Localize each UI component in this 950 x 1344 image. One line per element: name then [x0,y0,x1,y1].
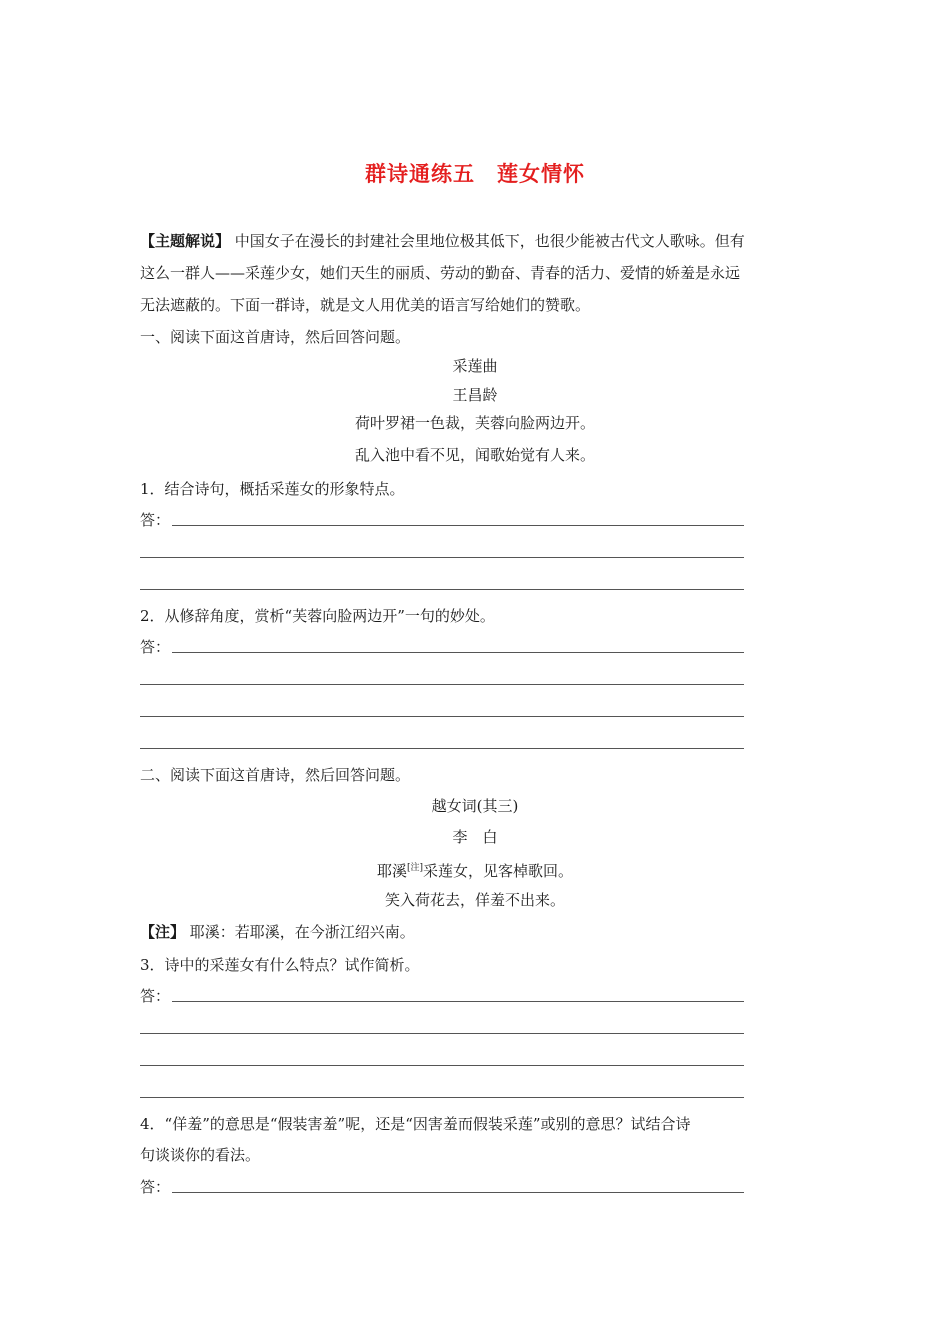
answer-3-line-2[interactable] [140,1033,744,1034]
answer-2-line-4[interactable] [140,748,744,749]
footnote-label: 【注】 [140,923,186,941]
answer-4-line-1[interactable] [172,1192,744,1193]
answer-4-label: 答： [140,1178,171,1196]
answer-1-line-2[interactable] [140,557,744,558]
answer-1-label: 答： [140,511,171,529]
page-title: 群诗通练五 莲女情怀 [365,161,585,186]
question-1: 1．结合诗句，概括采莲女的形象特点。 [140,480,405,498]
answer-3-line-1[interactable] [172,1001,744,1002]
answer-1-line-3[interactable] [140,589,744,590]
footnote [140,922,820,942]
answer-2-line-3[interactable] [140,716,744,717]
question-4-line-1: 4．“佯羞”的意思是“假装害羞”呢，还是“因害羞而假装采莲”或别的意思？试结合诗 [140,1115,691,1133]
poem-1-line-1: 荷叶罗裙一色裁，芙蓉向脸两边开。 [354,414,595,432]
intro-line-2: 这么一群人——采莲少女，她们天生的丽质、劳动的勤奋、青春的活力、爱情的娇羞是永远 [140,264,741,282]
poem-2-line-1 [0,858,950,881]
answer-2-line-1[interactable] [172,652,744,653]
answer-2-label: 答： [140,638,171,656]
answer-3-label: 答： [140,987,171,1005]
poem-2-line-1-start: 耶溪 [376,862,407,880]
question-3: 3．诗中的采莲女有什么特点？试作简析。 [140,956,420,974]
answer-2-line-2[interactable] [140,684,744,685]
poem-2-line-1-end: 采莲女，见客棹歌回。 [423,862,574,880]
poem-1-author: 王昌龄 [452,386,498,404]
answer-1-line-1[interactable] [172,525,744,526]
footnote-text: 耶溪：若耶溪，在今浙江绍兴南。 [189,923,415,941]
section-2-heading: 二、阅读下面这首唐诗，然后回答问题。 [140,766,411,784]
poem-2-line-2: 笑入荷花去，佯羞不出来。 [384,891,565,909]
answer-3-line-4[interactable] [140,1097,744,1098]
intro-line-3: 无法遮蔽的。下面一群诗，就是文人用优美的语言写给她们的赞歌。 [140,296,591,314]
intro-text-1: 中国女子在漫长的封建社会里地位极其低下，也很少能被古代文人歌咏。但有 [234,232,745,250]
intro-line-1 [140,231,820,251]
poem-2-author: 李 白 [452,828,498,846]
question-2: 2．从修辞角度，赏析“芙蓉向脸两边开”一句的妙处。 [140,607,495,625]
poem-1-title: 采莲曲 [452,357,498,375]
poem-1-line-2: 乱入池中看不见，闻歌始觉有人来。 [354,446,595,464]
poem-2-title: 越女词(其三) [431,797,519,815]
intro-label: 【主题解说】 [140,232,231,250]
question-4-line-2: 句谈谈你的看法。 [140,1146,261,1164]
section-1-heading: 一、阅读下面这首唐诗，然后回答问题。 [140,328,411,346]
footnote-marker: [注] [406,863,424,873]
answer-3-line-3[interactable] [140,1065,744,1066]
